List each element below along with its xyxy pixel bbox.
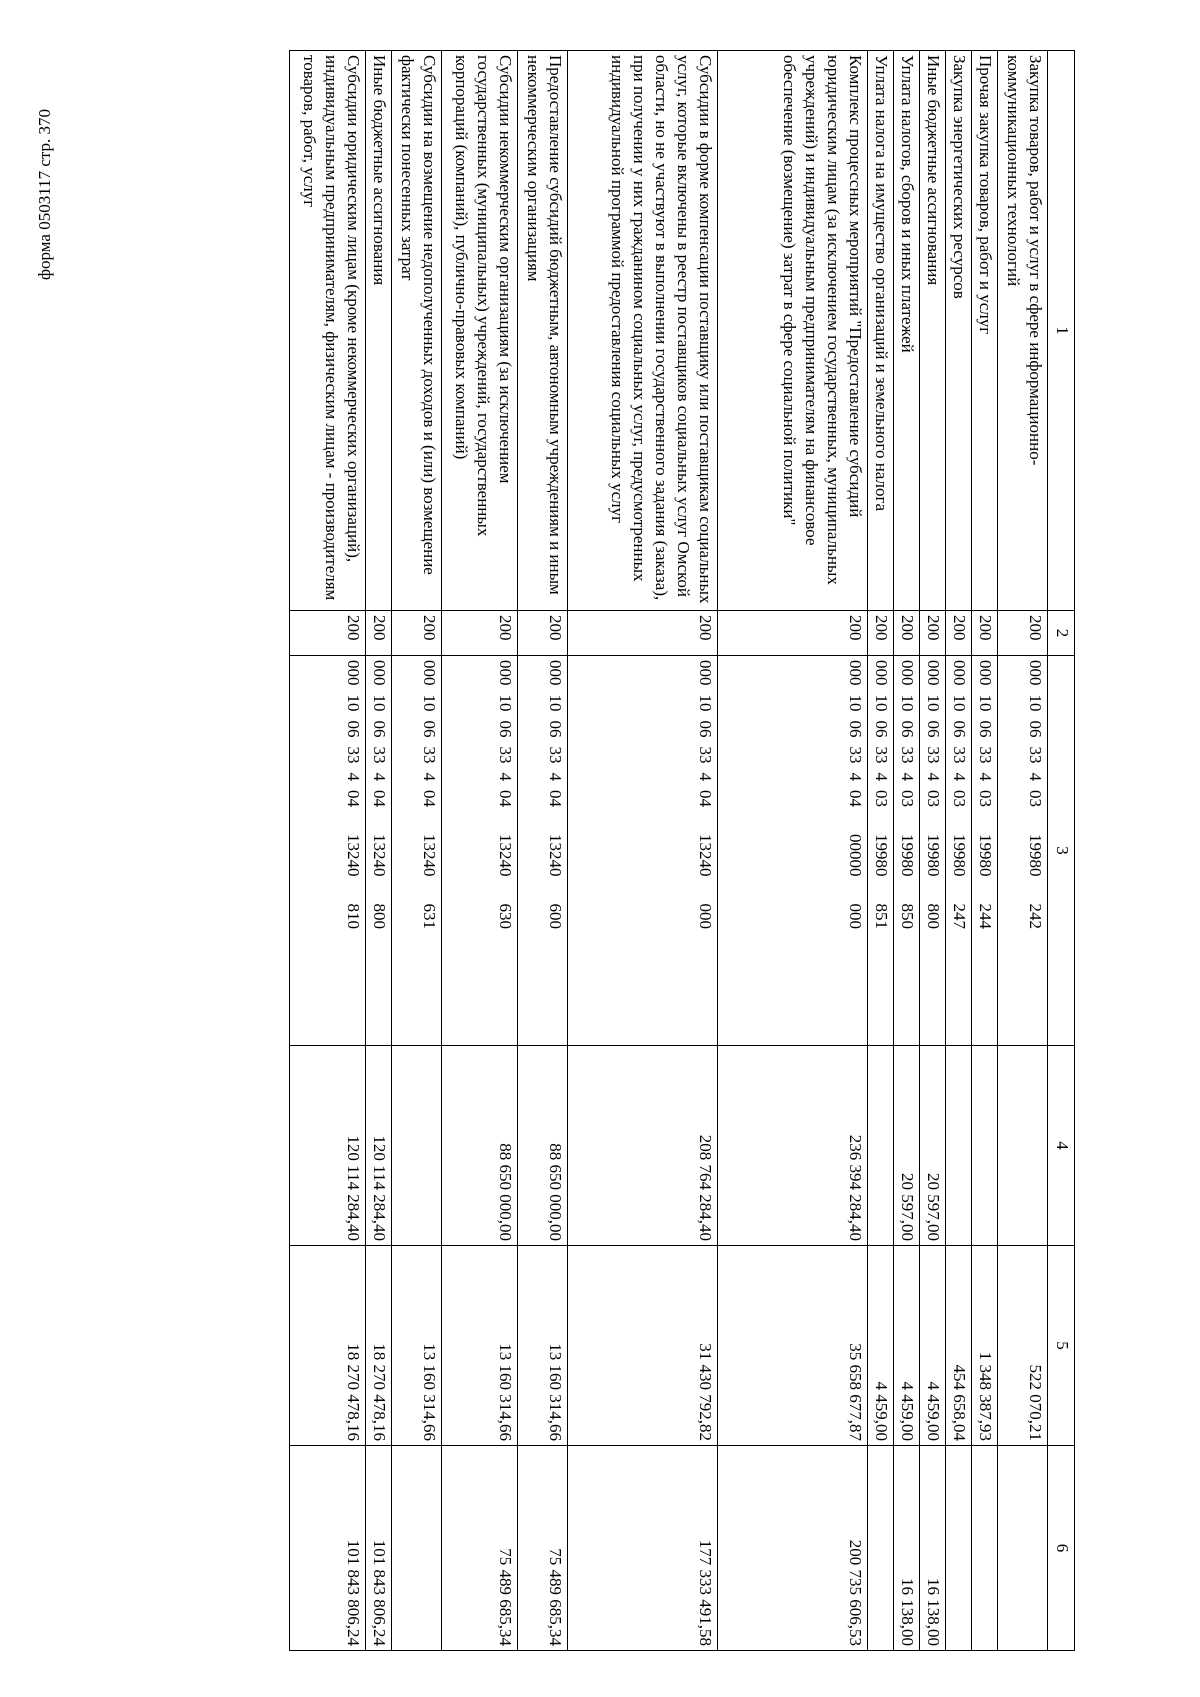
budget-code-part: 33 [496,746,515,764]
budget-code-part: 06 [846,720,865,738]
budget-code-part: 33 [924,746,943,764]
row-budget-code [868,656,894,1046]
row-unexecuted-amount: 101 843 806,24 [290,1446,366,1651]
row-executed-amount: 18 270 478,16 [290,1246,366,1446]
row-executed-amount: 13 160 314,66 [392,1246,442,1446]
row-line-code: 200 [518,611,568,656]
row-budget-code [366,656,392,1046]
budget-code-part: 4 [898,772,917,781]
budget-code-part: 000 [846,660,865,686]
budget-code-part: 244 [976,903,995,929]
budget-code-part: 19980 [924,834,943,877]
budget-code-part: 000 [344,660,363,686]
row-description: Предоставление субсидий бюджетным, автономным учреждениям и иным некоммерческим организациям [518,51,568,611]
table-row [972,51,998,1651]
budget-code-part: 04 [420,790,439,807]
budget-code-part: 000 [950,660,969,686]
budget-code-part: 03 [1026,790,1045,807]
row-approved-amount: 208 764 284,40 [568,1046,718,1246]
row-executed-amount: 4 459,00 [868,1246,894,1446]
budget-code-part: 33 [420,746,439,764]
budget-code-part: 06 [420,720,439,738]
row-approved-amount [946,1046,972,1246]
budget-code-part: 13240 [496,834,515,877]
row-unexecuted-amount [868,1446,894,1651]
budget-code-part: 000 [546,660,565,686]
row-description: Иные бюджетные ассигнования [920,51,946,611]
table-row [366,51,392,1651]
budget-code-part: 10 [924,694,943,712]
budget-code-part: 000 [924,660,943,686]
row-line-code: 200 [920,611,946,656]
budget-code-part: 4 [370,772,389,781]
row-description: Закупка энергетических ресурсов [946,51,972,611]
budget-code-part: 4 [496,772,515,781]
row-unexecuted-amount [972,1446,998,1651]
row-unexecuted-amount: 101 843 806,24 [366,1446,392,1651]
budget-code-part: 10 [420,694,439,712]
budget-code-part: 4 [846,772,865,781]
row-unexecuted-amount: 75 489 685,34 [518,1446,568,1651]
row-line-code: 200 [972,611,998,656]
row-approved-amount: 120 114 284,40 [290,1046,366,1246]
row-description: Комплекс процессных мероприятий "Предоставление субсидий юридическим лицам (за исключением государственных, муниципальных учреждений) и индивидуальным предпринимателям на финансовое обеспечение (возмещение) затрат в сфере социальной политики" [718,51,868,611]
budget-code-part: 247 [950,903,969,929]
table-row [568,51,718,1651]
budget-code-part: 06 [950,720,969,738]
budget-code-part: 04 [344,790,363,807]
budget-code-part: 000 [1026,660,1045,686]
budget-code-part: 06 [924,720,943,738]
budget-code-part: 06 [696,720,715,738]
budget-code-part: 19980 [976,834,995,877]
budget-code-part: 4 [546,772,565,781]
row-unexecuted-amount [392,1446,442,1651]
row-budget-code [972,656,998,1046]
report-table [289,50,1075,1651]
row-executed-amount: 35 658 677,87 [718,1246,868,1446]
row-budget-code [518,656,568,1046]
form-label: форма 0503117 стр. 370 [35,109,54,280]
row-unexecuted-amount: 75 489 685,34 [442,1446,518,1651]
row-executed-amount: 18 270 478,16 [366,1246,392,1446]
budget-code-part: 800 [924,903,943,929]
row-line-code: 200 [998,611,1048,656]
table-row [946,51,972,1651]
budget-code-part: 33 [344,746,363,764]
row-description: Иные бюджетные ассигнования [366,51,392,611]
budget-code-part: 4 [344,772,363,781]
column-header: 4 [1048,1046,1075,1246]
row-unexecuted-amount: 200 735 606,53 [718,1446,868,1651]
budget-code-part: 04 [546,790,565,807]
row-approved-amount [972,1046,998,1246]
header-row [1048,51,1075,1651]
budget-code-part: 19980 [898,834,917,877]
column-header: 1 [1048,51,1075,611]
budget-code-part: 19980 [872,834,891,877]
budget-code-part: 06 [1026,720,1045,738]
budget-code-part: 800 [370,903,389,929]
row-approved-amount: 236 394 284,40 [718,1046,868,1246]
budget-code-part: 4 [976,772,995,781]
row-executed-amount: 13 160 314,66 [442,1246,518,1446]
budget-code-part: 13240 [370,834,389,877]
budget-code-part: 10 [976,694,995,712]
budget-code-part: 13240 [696,834,715,877]
budget-code-part: 000 [976,660,995,686]
row-line-code: 200 [946,611,972,656]
row-budget-code [998,656,1048,1046]
budget-code-part: 851 [872,903,891,929]
budget-code-part: 19980 [1026,834,1045,877]
budget-code-part: 13240 [344,834,363,877]
budget-code-part: 000 [872,660,891,686]
column-header: 3 [1048,656,1075,1046]
row-approved-amount [868,1046,894,1246]
budget-code-part: 10 [846,694,865,712]
budget-code-part: 13240 [546,834,565,877]
budget-code-part: 10 [1026,694,1045,712]
row-executed-amount: 454 658,04 [946,1246,972,1446]
row-line-code: 200 [894,611,920,656]
budget-code-part: 03 [872,790,891,807]
row-budget-code [920,656,946,1046]
table-row [442,51,518,1651]
budget-code-part: 000 [496,660,515,686]
row-line-code: 200 [868,611,894,656]
budget-code-part: 33 [546,746,565,764]
row-approved-amount: 120 114 284,40 [366,1046,392,1246]
row-description: Субсидии в форме компенсации поставщику или поставщикам социальных услуг, которые включены в реестр поставщиков социальных услуг Омской области, но не участвуют в выполнении государственного задания (заказа), при получении у них гражданином социальных услуг, предусмотренных индивидуальной программой предоставления социальных услуг [568,51,718,611]
budget-code-part: 600 [546,903,565,929]
row-unexecuted-amount: 177 333 491,58 [568,1446,718,1651]
table-row [392,51,442,1651]
budget-code-part: 4 [696,772,715,781]
budget-code-part: 06 [976,720,995,738]
budget-code-part: 04 [846,790,865,807]
row-approved-amount: 88 650 000,00 [518,1046,568,1246]
budget-code-part: 04 [370,790,389,807]
budget-code-part: 06 [370,720,389,738]
column-header: 2 [1048,611,1075,656]
row-description: Прочая закупка товаров, работ и услуг [972,51,998,611]
budget-code-part: 10 [496,694,515,712]
budget-code-part: 33 [950,746,969,764]
row-executed-amount: 4 459,00 [894,1246,920,1446]
column-header: 5 [1048,1246,1075,1446]
row-budget-code [718,656,868,1046]
budget-code-part: 10 [696,694,715,712]
row-approved-amount [392,1046,442,1246]
row-executed-amount: 13 160 314,66 [518,1246,568,1446]
budget-code-part: 06 [344,720,363,738]
row-approved-amount: 20 597,00 [920,1046,946,1246]
budget-code-part: 03 [976,790,995,807]
row-line-code: 200 [442,611,518,656]
table-row [518,51,568,1651]
row-executed-amount: 522 070,21 [998,1246,1048,1446]
budget-code-part: 242 [1026,903,1045,929]
budget-code-part: 33 [898,746,917,764]
budget-code-part: 4 [1026,772,1045,781]
row-executed-amount: 31 430 792,82 [568,1246,718,1446]
budget-code-part: 00000 [846,834,865,877]
row-description: Уплата налогов, сборов и иных платежей [894,51,920,611]
budget-code-part: 631 [420,903,439,929]
budget-code-part: 03 [924,790,943,807]
row-line-code: 200 [392,611,442,656]
table-row [998,51,1048,1651]
column-header: 6 [1048,1446,1075,1651]
budget-code-part: 33 [696,746,715,764]
row-budget-code [568,656,718,1046]
budget-code-part: 19980 [950,834,969,877]
row-budget-code [894,656,920,1046]
budget-code-part: 04 [696,790,715,807]
budget-code-part: 06 [898,720,917,738]
budget-code-part: 000 [696,903,715,929]
budget-code-part: 03 [898,790,917,807]
budget-code-part: 06 [872,720,891,738]
budget-code-part: 06 [546,720,565,738]
budget-code-part: 06 [496,720,515,738]
budget-code-part: 10 [872,694,891,712]
budget-code-part: 10 [950,694,969,712]
budget-code-part: 000 [420,660,439,686]
budget-code-part: 000 [696,660,715,686]
row-description: Субсидии на возмещение недополученных доходов и (или) возмещение фактически понесенных затрат [392,51,442,611]
row-description: Закупка товаров, работ и услуг в сфере информационно-коммуникационных технологий [998,51,1048,611]
budget-code-part: 33 [370,746,389,764]
budget-code-part: 630 [496,903,515,929]
budget-code-part: 13240 [420,834,439,877]
budget-code-part: 10 [546,694,565,712]
row-budget-code [442,656,518,1046]
budget-code-part: 33 [976,746,995,764]
row-executed-amount: 1 348 387,93 [972,1246,998,1446]
table-row [290,51,366,1651]
table-body [290,51,1048,1651]
budget-code-part: 10 [370,694,389,712]
row-budget-code [392,656,442,1046]
table-row [920,51,946,1651]
budget-code-part: 000 [898,660,917,686]
row-approved-amount [998,1046,1048,1246]
row-line-code: 200 [290,611,366,656]
row-unexecuted-amount: 16 138,00 [920,1446,946,1651]
budget-code-part: 4 [420,772,439,781]
budget-code-part: 10 [344,694,363,712]
table-row [868,51,894,1651]
row-unexecuted-amount [998,1446,1048,1651]
row-budget-code [946,656,972,1046]
budget-code-part: 33 [872,746,891,764]
budget-code-part: 4 [950,772,969,781]
budget-code-part: 03 [950,790,969,807]
row-unexecuted-amount [946,1446,972,1651]
row-unexecuted-amount: 16 138,00 [894,1446,920,1651]
budget-code-part: 4 [924,772,943,781]
budget-code-part: 000 [370,660,389,686]
row-executed-amount: 4 459,00 [920,1246,946,1446]
row-description: Субсидии некоммерческим организациям (за исключением государственных (муниципальных) учреждений, государственных корпораций (компаний), публично-правовых компаний) [442,51,518,611]
report-table-rotated [115,50,1075,1650]
row-approved-amount: 20 597,00 [894,1046,920,1246]
row-line-code: 200 [366,611,392,656]
row-line-code: 200 [718,611,868,656]
row-budget-code [290,656,366,1046]
budget-code-part: 33 [846,746,865,764]
table-row [718,51,868,1651]
row-description: Субсидии юридическим лицам (кроме некоммерческих организаций), индивидуальным предпринимателям, физическим лицам - производителям товаров, работ, услуг [290,51,366,611]
budget-code-part: 10 [898,694,917,712]
budget-code-part: 33 [1026,746,1045,764]
budget-code-part: 04 [496,790,515,807]
row-description: Уплата налога на имущество организаций и земельного налога [868,51,894,611]
row-approved-amount: 88 650 000,00 [442,1046,518,1246]
budget-code-part: 4 [872,772,891,781]
row-line-code: 200 [568,611,718,656]
budget-code-part: 810 [344,903,363,929]
table-row [894,51,920,1651]
budget-code-part: 000 [846,903,865,929]
budget-code-part: 850 [898,903,917,929]
